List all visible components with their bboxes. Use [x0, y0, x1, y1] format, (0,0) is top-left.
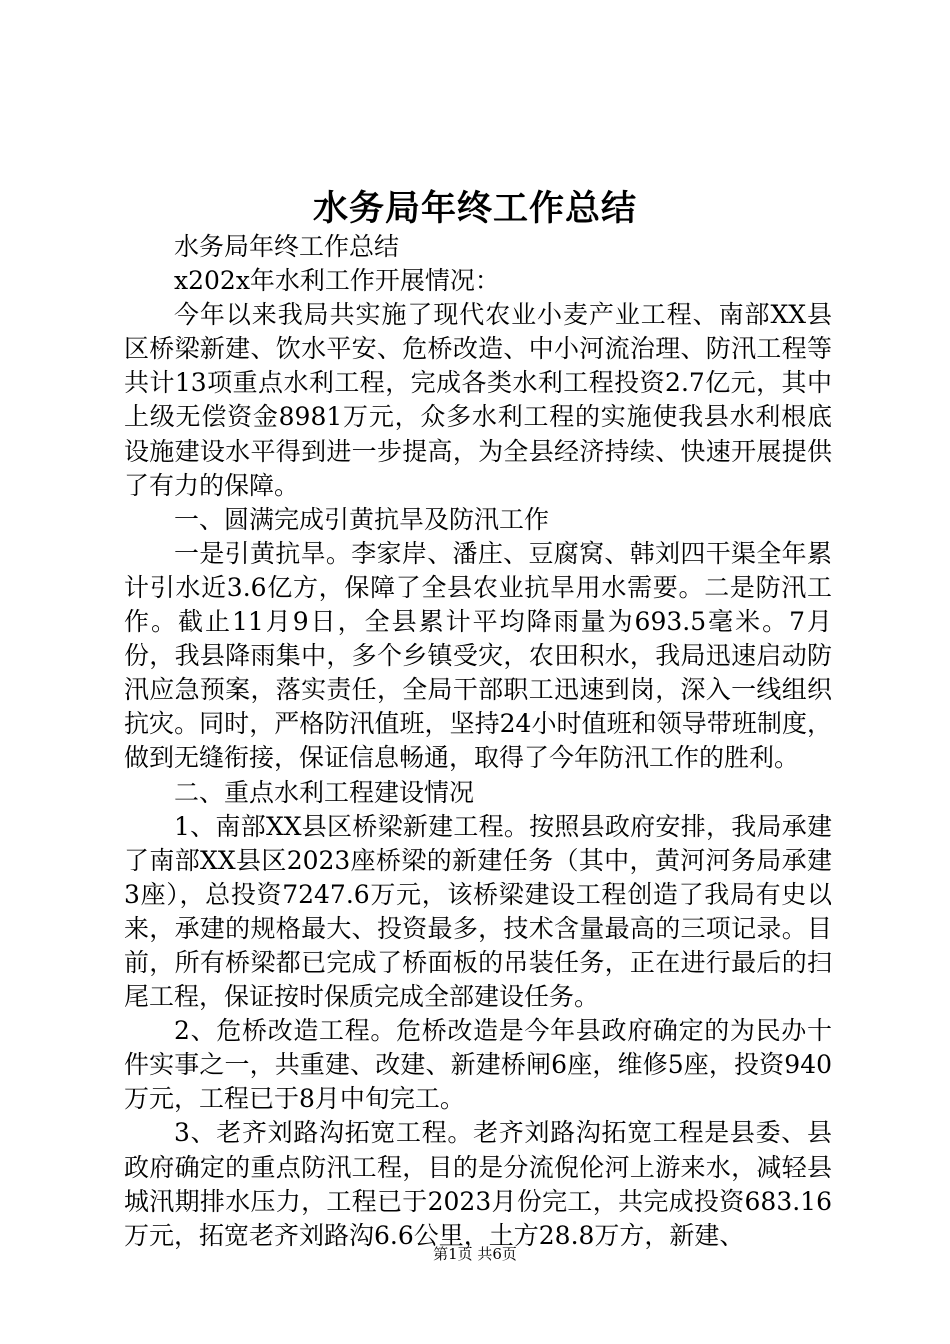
section-heading-1: 一、圆满完成引黄抗旱及防汛工作 — [174, 504, 550, 534]
document-title: 水务局年终工作总结 — [312, 189, 637, 229]
paragraph-ditch-widening: 3、老齐刘路沟拓宽工程。老齐刘路沟拓宽工程是县委、县政府确定的重点防汛工程，目的是分流倪伦河上游来水，减轻县城汛期排水压力，工程已于2023月份完工，共完成投资683.16万元，拓宽老齐刘路沟6.6公里，土方28.8万方，新建、 — [124, 1118, 832, 1250]
paragraph-overview: 今年以来我局共实施了现代农业小麦产业工程、南部XX县区桥梁新建、饮水平安、危桥改造、中小河流治理、防汛工程等共计13项重点水利工程，完成各类水利工程投资2.7亿元，其中上级无偿资金8981万元，众多水利工程的实施使我县水利根底设施建设水平得到进一步提高，为全县经济持续、快速开展提供了有力的保障。 — [124, 300, 832, 500]
page-footer: 第1页 共6页 — [433, 1245, 517, 1263]
paragraph-dangerous-bridge: 2、危桥改造工程。危桥改造是今年县政府确定的为民办十件实事之一，共重建、改建、新建桥闸6座，维修5座，投资940万元，工程已于8月中旬完工。 — [124, 1016, 832, 1114]
section-heading-2: 二、重点水利工程建设情况 — [174, 777, 475, 807]
paragraph-drought-flood: 一是引黄抗旱。李家岸、潘庄、豆腐窝、韩刘四干渠全年累计引水近3.6亿方，保障了全县农业抗旱用水需要。二是防汛工作。截止11月9日，全县累计平均降雨量为693.5毫米。7月份，我县降雨集中，多个乡镇受灾，农田积水，我局迅速启动防汛应急预案，落实责任，全局干部职工迅速到岗，深入一线组织抗灾。同时，严格防汛值班，坚持24小时值班和领导带班制度，做到无缝衔接，保证信息畅通，取得了今年防汛工作的胜利。 — [124, 538, 832, 773]
document-body — [124, 230, 832, 1253]
paragraph-heading-repeat: 水务局年终工作总结 — [174, 232, 400, 261]
paragraph-bridge-project: 1、南部XX县区桥梁新建工程。按照县政府安排，我局承建了南部XX县区2023座桥梁的新建任务（其中，黄河河务局承建3座），总投资7247.6万元，该桥梁建设工程创造了我局有史以来，承建的规格最大、投资最多，技术含量最高的三项记录。目前，所有桥梁都已完成了桥面板的吊装任务，正在进行最后的扫尾工程，保证按时保质完成全部建设任务。 — [124, 811, 832, 1012]
paragraph-intro-label: x202x年水利工作开展情况： — [174, 266, 500, 296]
